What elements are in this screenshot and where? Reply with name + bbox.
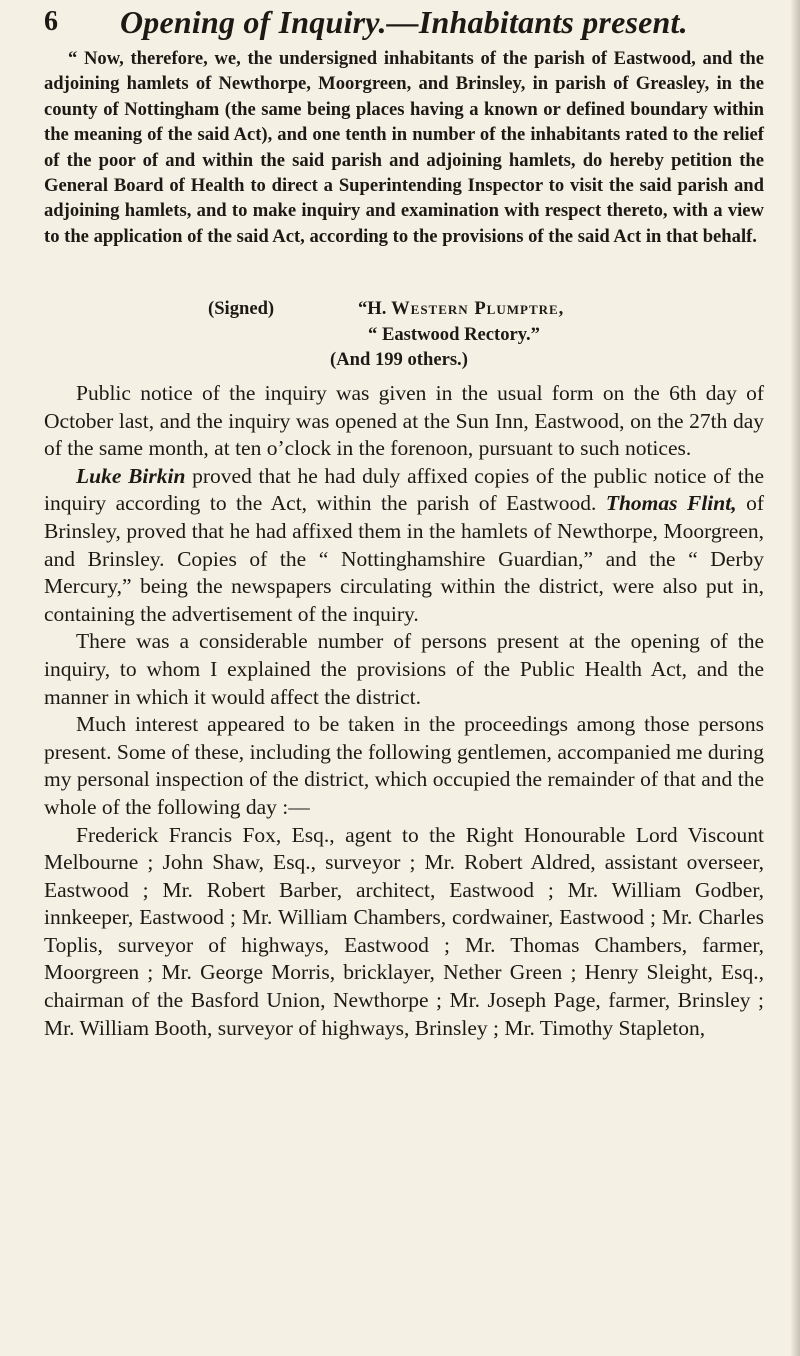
person-name-flint: Thomas Flint, bbox=[605, 491, 737, 516]
petition-text bbox=[44, 46, 764, 249]
paragraph-notice-proof bbox=[44, 463, 764, 629]
petition-paragraph: “ Now, therefore, we, the undersigned inhabitants of the parish of Eastwood, and the adjoining hamlets of Newthorpe, Moorgreen, and Brinsley, in parish of Greasley, in the county of Nottingham (the same being places having a known or defined boundary within the meaning of the said Act), and one tenth in number of the inhabitants rated to the relief of the poor of and within the said parish and adjoining hamlets, do hereby petition the General Board of Health to direct a Superintending Inspector to visit the said parish and adjoining hamlets, and to make inquiry and examination with respect thereto, with a view to the application of the said Act, according to the provisions of the said Act in that behalf. bbox=[44, 48, 764, 247]
signature-name bbox=[358, 298, 564, 320]
paragraph-interest: Much interest appeared to be taken in the proceedings among those persons present. Some of these, including the following gentlemen, accompanied me during my personal inspection of the district, which occupied the remainder of that and the whole of the following day :— bbox=[44, 712, 764, 819]
body-text bbox=[44, 380, 764, 1042]
running-title: Opening of Inquiry.—Inhabitants present. bbox=[120, 4, 688, 40]
signature-others: (And 199 others.) bbox=[330, 349, 468, 370]
paragraph-persons-present: There was a considerable number of persons present at the opening of the inquiry, to whom I explained the provisions of the Public Health Act, and the manner in which it would affect the district. bbox=[44, 629, 764, 709]
signature-name-prefix: “H. bbox=[358, 298, 392, 319]
paragraph-public-notice: Public notice of the inquiry was given in the usual form on the 6th day of October last, and the inquiry was opened at the Sun Inn, Eastwood, on the 27th day of the same month, at ten o’clock in the forenoon, pursuant to such notices. bbox=[44, 381, 764, 461]
person-name-birkin: Luke Birkin bbox=[76, 463, 186, 488]
paragraph-text: proved that he had duly affixed copies of the public notice of the inquiry according to the Act, within the parish of Eastwood. bbox=[44, 463, 764, 516]
paragraph-gentlemen-list: Frederick Francis Fox, Esq., agent to the Right Honourable Lord Viscount Melbourne ; John Shaw, Esq., surveyor ; Mr. Robert Aldred, assistant overseer, Eastwood ; Mr. Robert Barber, architect, Eastwood ; Mr. William Godber, innkeeper, Eastwood ; Mr. William Chambers, cordwainer, Eastwood ; Mr. Charles Toplis, surveyor of highways, Eastwood ; Mr. Thomas Chambers, farmer, Moorgreen ; Mr. George Morris, bricklayer, Nether Green ; Henry Sleight, Esq., chairman of the Basford Union, Newthorpe ; Mr. Joseph Page, farmer, Brinsley ; Mr. William Booth, surveyor of highways, Brinsley ; Mr. Timothy Stapleton, bbox=[44, 822, 764, 1040]
signature-name-text: Western Plumptre, bbox=[391, 298, 565, 319]
page-header bbox=[0, 4, 800, 44]
signature-place: “ Eastwood Rectory.” bbox=[368, 324, 540, 345]
paragraph-text: of Brinsley, proved that he had affixed them in the hamlets of Newthorpe, Moorgreen, and Brinsley. Copies of the “ Nottinghamshire Guardian,” and the “ Derby Mercury,” being the newspapers circulating within the district, were also put in, containing the advertisement of the inquiry. bbox=[44, 491, 764, 626]
page-edge-shadow bbox=[790, 0, 800, 1356]
signature-label: (Signed) bbox=[208, 298, 275, 319]
page-number: 6 bbox=[44, 6, 58, 37]
